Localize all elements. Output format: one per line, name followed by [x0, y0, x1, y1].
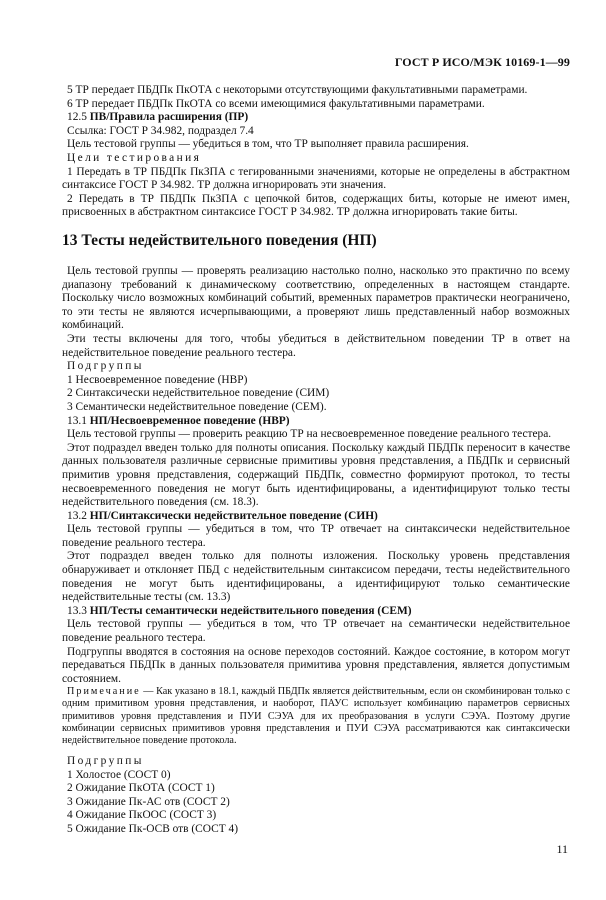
subgroup-item: 4 Ожидание ПкООС (СОСТ 3) [67, 809, 217, 822]
subsection-heading-13-2 [62, 510, 570, 524]
subgroup-item: 1 Холостое (СОСТ 0) [67, 768, 171, 781]
section-13-title: 13 Тесты недействительного поведения (НП) [62, 232, 377, 249]
subgroup-item: 3 Семантически недействительное поведение (СЕМ). [67, 400, 327, 413]
body-paragraph: Подгруппы вводятся в состояния на основе переходов состояний. Каждое состояние, в котором могут передаваться ПБДПк в данных пользователя примитива уровня представления, является допустимым состоянием. [62, 645, 570, 685]
text-line: 5 ТР передает ПБДПк ПкОТА с некоторыми отсутствующими факультативными параметрами. [67, 84, 528, 96]
reference-line: Ссылка: ГОСТ Р 34.982, подраздел 7.4 [67, 124, 254, 137]
subsection-number: 13.2 [67, 509, 90, 522]
subgroup-item: 5 Ожидание Пк-ОСВ отв (СОСТ 4) [67, 822, 239, 835]
subsection-number: 12.5 [67, 111, 90, 124]
note-paragraph [62, 686, 570, 747]
text-line: 6 ТР передает ПБДПк ПкОТА со всеми имеющимися факультативными параметрами. [67, 97, 485, 110]
subsection-title: НП/Тесты семантически недействительного поведения (СЕМ) [89, 604, 412, 617]
subsection-number: 13.3 [67, 604, 90, 617]
body-paragraph: Этот подраздел введен только для полноты описания. Поскольку каждый ПБДПк переносит в качестве данных пользователя различные сервисные примитивы уровня представления, а ПБДПк и сервисный примитив уровня представления, содержащий ПБДПк, совместно формируют протокол, то тесты несвоевременного поведения не могут быть идентифицированы, а идентифицируют только тесты недействительного поведения (см. 18.3). [62, 441, 570, 509]
body-paragraph: Этот подраздел введен только для полноты изложения. Поскольку уровень представления обнаруживает и отклоняет ПБД с недействительным синтаксисом передачи, тесты недействительного поведения не могут быть идентифицированы, а идентифицируют только семантические недействительные тесты (см. 13.3) [62, 550, 570, 604]
subgroup-item: 2 Синтаксически недействительное поведение (СИМ) [67, 387, 330, 400]
subgroups-list-2 [62, 755, 570, 837]
subgroups-heading: Подгруппы [67, 360, 144, 373]
subgroups-heading: Подгруппы [67, 755, 144, 767]
subgroup-item: 2 Ожидание ПкОТА (СОСТ 1) [67, 782, 215, 795]
subsection-heading-13-1 [62, 415, 570, 429]
goal-paragraph: Цель тестовой группы — убедиться в том, что ТР отвечает на синтаксически недействительное поведение реального тестера. [62, 523, 570, 549]
subsection-heading-13-3 [62, 605, 570, 619]
note-block [62, 686, 570, 747]
document-header: ГОСТ Р ИСО/МЭК 10169-1—99 [394, 55, 570, 69]
goal-item: 2 Передать в ТР ПБДПк ПкЗПА с цепочкой битов, содержащих биты, которые не имеют имен, присвоенных в абстрактном синтаксисе ГОСТ Р 34.982. ТР должна игнорировать такие биты. [62, 192, 570, 219]
subgroup-item: 1 Несвоевременное поведение (НВР) [67, 373, 248, 386]
intro-paragraph: Цель тестовой группы — проверять реализацию настолько полно, насколько это практично по всему диапазону требований к динамическому соответствию, определенных в настоящем стандарте. Поскольку число возможных комбинаций событий, временных параметров практически неограничено, то эти тесты не являются исчерпывающими, а проверяют лишь представленный набор возможных комбинаций. [62, 265, 570, 332]
goal-line: Цель тестовой группы — убедиться в том, что ТР выполняет правила расширения. [67, 138, 469, 151]
subsection-number: 13.1 [67, 414, 90, 427]
top-block [62, 84, 570, 220]
subsection-title: НП/Синтаксически недействительное поведение (СИН) [89, 509, 378, 522]
goal-paragraph: Цель тестовой группы — убедиться в том, что ТР отвечает на семантически недействительное поведение реального тестера. [62, 618, 570, 645]
page-number: 11 [556, 842, 568, 856]
subsection-title: ПВ/Правила расширения (ПР) [89, 111, 249, 124]
goal-paragraph: Цель тестовой группы — проверить реакцию ТР на несвоевременное поведение реального тестера. [67, 428, 552, 441]
goal-item: 1 Передать в ТР ПБДПк ПкЗПА с тегированными значениями, которые не определены в абстрактном синтаксисе ГОСТ Р 34.982. ТР должна игнорировать эти значения. [62, 165, 570, 192]
subgroup-item: 3 Ожидание Пк-АС отв (СОСТ 2) [67, 795, 230, 808]
note-label: Примечание [67, 686, 141, 697]
purpose-paragraph: Эти тесты включены для того, чтобы убедиться в действительном поведении ТР в ответ на недействительное поведение реального тестера. [62, 332, 570, 359]
subsection-heading-12-5 [62, 111, 570, 125]
note-text: — Как указано в 18.1, каждый ПБДПк является действительным, если он скомбинирован только с одним примитивом уровня представления, и наоборот, ПАУС использует комбинацию параметров сервисных примитивов уровня представления и ПУИ СЭУА для их преобразования в услуги СЭУА. Поэтому другие комбинации сервисных примитивов уровня представления и ПУИ СЭУА рассматриваются как синтаксически недействительное поведение протокола. [62, 686, 570, 747]
goals-heading: Цели тестирования [67, 151, 202, 164]
subsection-title: НП/Несвоевременное поведение (НВР) [89, 414, 290, 427]
section-13-body [62, 265, 570, 686]
